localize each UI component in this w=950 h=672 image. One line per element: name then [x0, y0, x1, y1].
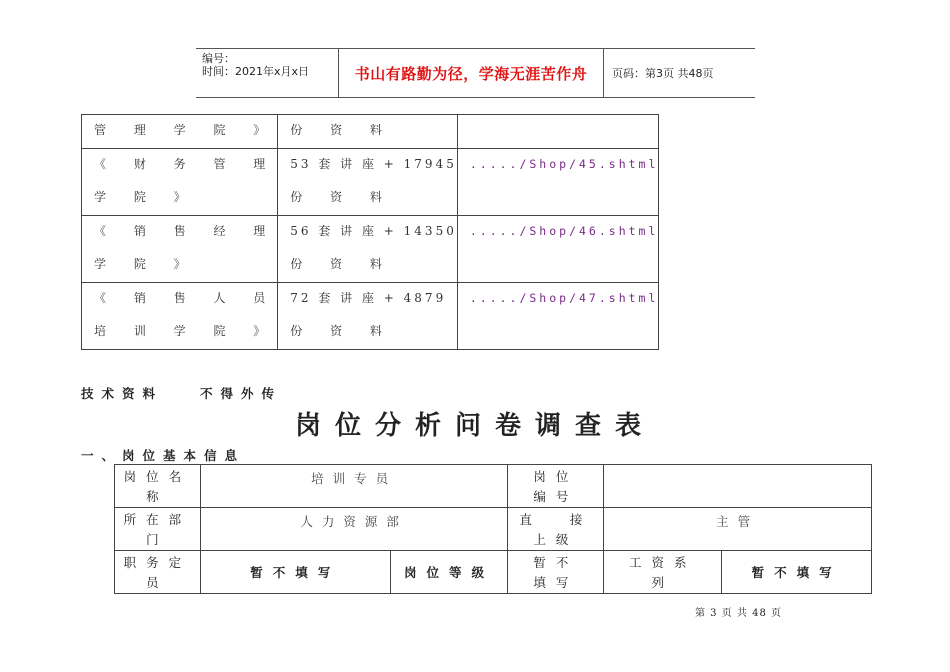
dept-value: 人力资源部 — [200, 508, 508, 551]
post-no-label: 岗位 — [533, 469, 579, 484]
catalog-link[interactable]: ...../Shop/47.shtml — [469, 291, 659, 305]
table-row — [82, 216, 659, 283]
superior-label-2: 上级 — [533, 532, 579, 547]
staffing-value: 暂不填写 — [200, 551, 390, 594]
dept-label-2: 门 — [146, 532, 169, 547]
catalog-name: 学 院 》 — [94, 190, 198, 204]
post-no-label-2: 编号 — [533, 489, 579, 504]
post-name-label-2: 称 — [146, 489, 169, 504]
header-motto: 书山有路勤为径，学海无涯苦作舟 — [338, 49, 604, 97]
catalog-name: 培 训 学 院 》 — [94, 324, 278, 338]
catalog-name: 《 财 务 管 理 — [94, 157, 278, 171]
table-row — [115, 551, 872, 594]
catalog-desc: 53 套 讲 座 + 17945 — [290, 157, 457, 171]
post-name-label: 岗位名 — [123, 469, 192, 484]
staffing-label: 职务定 — [123, 555, 192, 570]
document-title: 岗位分析问卷调查表 — [294, 411, 655, 441]
superior-value: 主管 — [604, 508, 872, 551]
header-time: 时间：2021年x月x日 — [202, 65, 310, 78]
catalog-desc: 份 资 料 — [290, 123, 394, 137]
grade-value-2: 填写 — [533, 575, 579, 590]
header-meta — [196, 49, 338, 97]
catalog-desc: 72 套 讲 座 + 4879 — [290, 291, 447, 305]
catalog-desc: 56 套 讲 座 + 14350 — [290, 224, 457, 238]
header-number: 编号： — [202, 52, 235, 65]
catalog-desc: 份 资 料 — [290, 324, 394, 338]
catalog-name: 《 销 售 人 员 — [94, 291, 278, 305]
superior-label: 直 接 — [519, 512, 593, 527]
grade-label: 岗位等级 — [390, 551, 508, 594]
salary-value: 暂不填写 — [722, 551, 872, 594]
grade-value: 暂不 — [533, 555, 579, 570]
table-row — [82, 149, 659, 216]
catalog-table — [81, 114, 659, 350]
dept-label: 所在部 — [123, 512, 192, 527]
salary-label: 工资系 — [629, 555, 697, 570]
catalog-link[interactable]: ...../Shop/46.shtml — [469, 224, 659, 238]
catalog-name: 《 销 售 经 理 — [94, 224, 278, 238]
confidential-note: 技术资料 不得外传 — [81, 386, 283, 401]
catalog-link[interactable]: ...../Shop/45.shtml — [469, 157, 659, 171]
post-no-value — [604, 465, 872, 508]
post-name-value: 培训专员 — [200, 465, 508, 508]
page-footer: 第 3 页 共 48 页 — [695, 608, 782, 619]
page-header — [196, 48, 755, 98]
table-row — [82, 115, 659, 149]
catalog-name: 管 理 学 院 》 — [94, 123, 278, 137]
section-heading: 一、岗位基本信息 — [81, 448, 246, 463]
staffing-label-2: 员 — [146, 575, 169, 590]
header-page: 页码：第3页 共48页 — [612, 67, 714, 80]
catalog-name: 学 院 》 — [94, 257, 198, 271]
table-row — [82, 283, 659, 350]
post-info-table — [114, 464, 872, 594]
table-row — [115, 508, 872, 551]
salary-label-2: 列 — [651, 575, 675, 590]
catalog-desc: 份 资 料 — [290, 257, 394, 271]
table-row — [115, 465, 872, 508]
catalog-desc: 份 资 料 — [290, 190, 394, 204]
